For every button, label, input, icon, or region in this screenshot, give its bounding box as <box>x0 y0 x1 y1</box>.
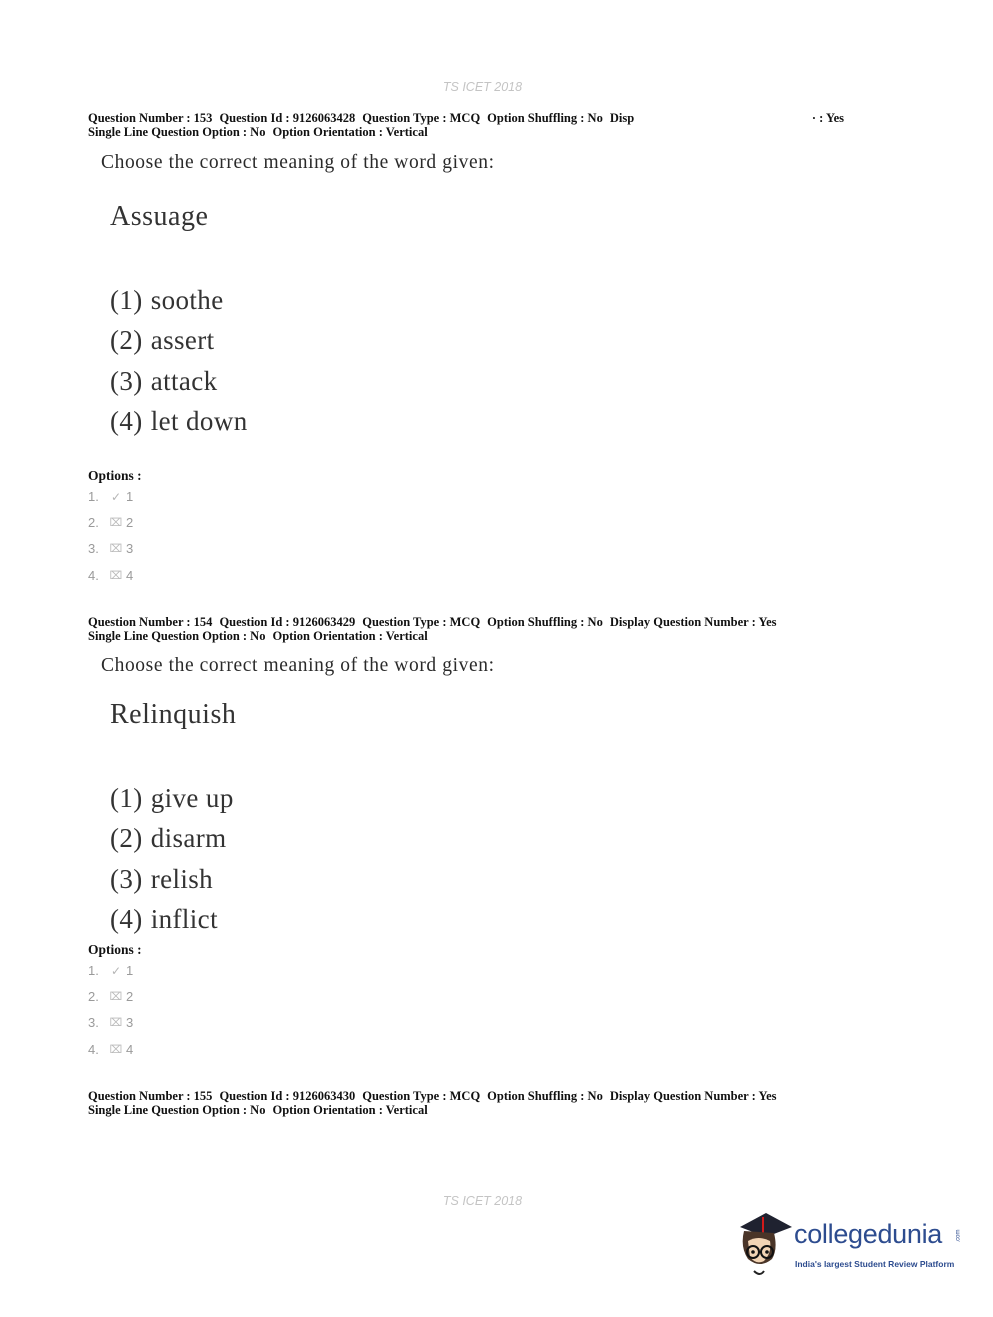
choice-text: give up <box>150 783 234 813</box>
watermark-top: TS ICET 2018 <box>442 80 523 94</box>
watermark-bottom: TS ICET 2018 <box>442 1194 523 1208</box>
logo-tagline: India's largest Student Review Platform <box>795 1259 955 1269</box>
question-type: Question Type : MCQ <box>362 615 481 629</box>
options-list <box>88 484 133 589</box>
display-question-number: Display Question Number : Yes <box>609 615 777 629</box>
option-value: 4 <box>126 1041 134 1057</box>
answer-choice <box>110 899 234 939</box>
answer-choice <box>110 859 234 899</box>
question-153-meta <box>88 111 848 139</box>
question-number: Question Number : 153 <box>88 111 213 125</box>
option-orientation: Option Orientation : Vertical <box>272 629 428 643</box>
option-value: 4 <box>126 567 134 583</box>
answer-choice <box>110 320 248 360</box>
question-word: Relinquish <box>110 699 237 730</box>
answer-choice <box>110 818 234 858</box>
choice-number: (2) <box>110 325 143 356</box>
options-list <box>88 958 133 1063</box>
question-prompt: Choose the correct meaning of the word given: <box>101 152 495 173</box>
option-index: 4. <box>88 567 99 583</box>
option-value: 3 <box>126 1015 134 1031</box>
question-id: Question Id : 9126063430 <box>219 1089 356 1103</box>
logo-dotcom: .com <box>955 1229 962 1243</box>
answer-choice <box>110 280 248 320</box>
option-index: 2. <box>88 989 99 1005</box>
logo-brand-text: collegedunia <box>794 1219 943 1249</box>
option-item <box>88 536 133 562</box>
option-item <box>88 984 133 1010</box>
question-type: Question Type : MCQ <box>362 1089 481 1103</box>
choice-number: (3) <box>110 365 143 396</box>
question-number: Question Number : 155 <box>88 1089 213 1103</box>
meta-line-2 <box>88 629 848 643</box>
option-value: 2 <box>126 989 134 1005</box>
options-label: Options : <box>88 468 142 483</box>
answer-choice <box>110 361 248 401</box>
choice-text: soothe <box>150 285 224 315</box>
display-question-number-value: · : Yes <box>811 111 844 125</box>
single-line-question-option: Single Line Question Option : No <box>88 125 266 139</box>
wrong-icon: ⌧ <box>109 517 123 530</box>
option-value: 1 <box>126 489 134 505</box>
correct-icon: ✓ <box>110 964 122 979</box>
option-item <box>88 510 133 536</box>
option-index: 3. <box>88 541 99 557</box>
option-index: 4. <box>88 1041 99 1057</box>
display-question-number: Display Question Number : Yes <box>609 1089 777 1103</box>
options-label: Options : <box>88 942 142 957</box>
answer-choices <box>110 778 234 939</box>
wrong-icon: ⌧ <box>109 543 123 556</box>
question-155-meta <box>88 1089 848 1117</box>
question-id: Question Id : 9126063428 <box>219 111 356 125</box>
question-number: Question Number : 154 <box>88 615 213 629</box>
meta-line-1 <box>88 615 848 629</box>
question-prompt: Choose the correct meaning of the word given: <box>101 655 495 676</box>
wrong-icon: ⌧ <box>109 569 123 582</box>
option-index: 1. <box>88 489 99 505</box>
option-index: 2. <box>88 515 99 531</box>
option-index: 3. <box>88 1015 99 1031</box>
question-id: Question Id : 9126063429 <box>219 615 356 629</box>
question-154-meta <box>88 615 848 643</box>
wrong-icon: ⌧ <box>109 1043 123 1056</box>
option-shuffling: Option Shuffling : No <box>487 1089 603 1103</box>
option-value: 1 <box>126 963 134 979</box>
choice-text: inflict <box>150 903 218 934</box>
option-shuffling: Option Shuffling : No <box>487 111 603 125</box>
meta-line-1 <box>88 111 848 125</box>
answer-choices <box>110 280 248 441</box>
option-index: 1. <box>88 963 99 979</box>
answer-choice <box>110 778 234 818</box>
meta-line-2 <box>88 125 848 139</box>
wrong-icon: ⌧ <box>109 1017 123 1030</box>
meta-line-1 <box>88 1089 848 1103</box>
option-item <box>88 563 133 589</box>
mascot-icon <box>734 1207 794 1282</box>
single-line-question-option: Single Line Question Option : No <box>88 1103 266 1117</box>
choice-number: (2) <box>110 823 143 854</box>
collegedunia-logo <box>734 1207 964 1282</box>
wrong-icon: ⌧ <box>109 991 123 1004</box>
question-word: Assuage <box>110 201 209 232</box>
question-type: Question Type : MCQ <box>362 111 481 125</box>
option-shuffling: Option Shuffling : No <box>487 615 603 629</box>
correct-icon: ✓ <box>110 490 122 505</box>
choice-text: let down <box>150 405 248 436</box>
choice-text: relish <box>150 863 214 894</box>
option-orientation: Option Orientation : Vertical <box>272 1103 428 1117</box>
option-item <box>88 958 133 984</box>
option-item <box>88 1037 133 1063</box>
display-question-number-truncated: Disp <box>609 111 635 125</box>
option-value: 3 <box>126 541 134 557</box>
meta-line-2 <box>88 1103 848 1117</box>
choice-number: (1) <box>110 783 143 813</box>
option-orientation: Option Orientation : Vertical <box>272 125 428 139</box>
single-line-question-option: Single Line Question Option : No <box>88 629 266 643</box>
option-value: 2 <box>126 515 134 531</box>
answer-choice <box>110 401 248 441</box>
choice-text: attack <box>150 365 218 396</box>
choice-text: assert <box>150 325 215 356</box>
choice-number: (4) <box>110 405 143 436</box>
option-item <box>88 484 133 510</box>
choice-number: (1) <box>110 285 143 315</box>
option-item <box>88 1010 133 1036</box>
choice-text: disarm <box>150 823 227 854</box>
choice-number: (3) <box>110 863 143 894</box>
choice-number: (4) <box>110 903 143 934</box>
